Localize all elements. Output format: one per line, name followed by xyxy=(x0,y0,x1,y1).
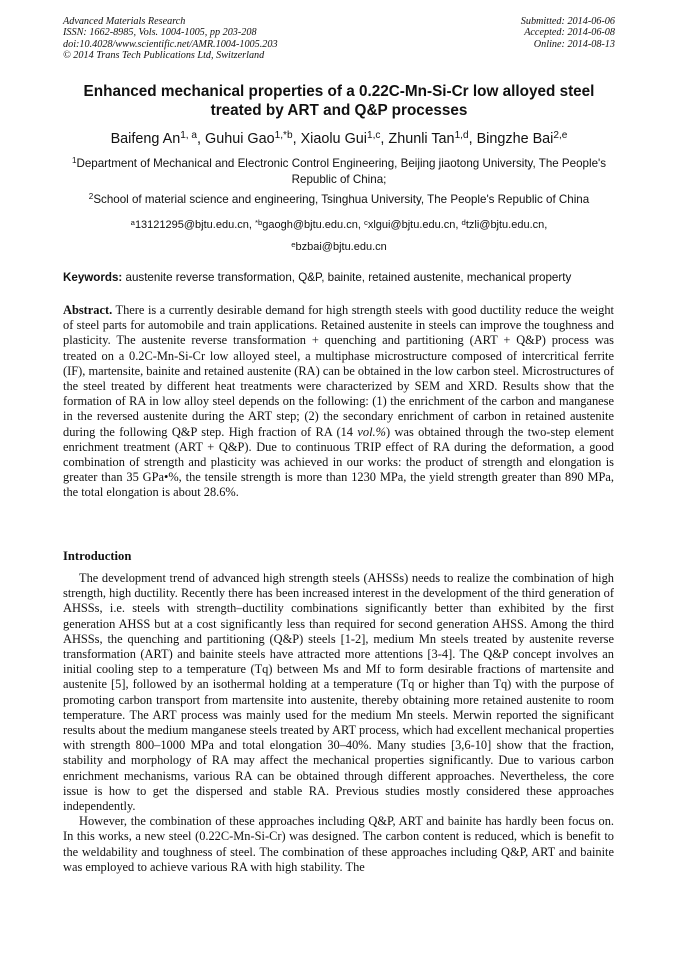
affiliation-2 xyxy=(40,192,638,208)
affiliation-1 xyxy=(52,156,626,187)
email-link[interactable]: 13121295@bjtu.edu.cn, xyxy=(134,219,252,231)
paper-title xyxy=(40,82,638,120)
header-right xyxy=(521,16,615,50)
abstract-text-part-1: There is a currently desirable demand for high strength steels with good ductility reduce the weight of steel parts for automobile and train applications. Retained austenite in steels can improve the toughness and plasticity. The austenite reverse transformation + quenching and partitioning (ART + Q&P) process was treated on a 0.2C-Mn-Si-Cr low alloyed steel, a multiphase microstructure composed of intercritical ferrite (IF), martensite, bainite and retained austenite (RA) can be obtained in the low carbon steel. Microstructures of the steel treated by different heat treatments were characterized by SEM and XRD. Results show that the formation of RA in low alloy steel depends on the following: (1) the enrichment of the carbon and manganese in the reversed austenite during the ART step; (2) the secondary enrichment of carbon in retained austenite during the following Q&P step. High fraction of RA (14 xyxy=(63,303,614,439)
keywords-label: Keywords: xyxy=(63,271,123,284)
email-mark: c xyxy=(363,217,368,227)
title-line-2: treated by ART and Q&P processes xyxy=(210,102,468,119)
affiliation-mark: 2 xyxy=(88,192,94,202)
author-emails xyxy=(40,214,638,258)
email-link[interactable]: xlgui@bjtu.edu.cn, xyxy=(367,219,459,231)
email-mark: d xyxy=(461,217,466,227)
email-link[interactable]: gaogh@bjtu.edu.cn, xyxy=(262,219,361,231)
author-list: Baifeng An$^{1, a}$, Guhui Gao$^{1,*b}$, Xiaolu Gui$^{1,c}$, Zhunli Tan$^{1,d}$, Bingzhe Bai$^{2,e}$ xyxy=(110,130,568,147)
email-line-2 xyxy=(40,236,638,258)
submitted-date: Submitted: 2014-06-06 xyxy=(520,16,615,27)
abstract-text-part-2: ) was obtained through the two-step element enrichment treatment (ART + Q&P). Due to continuous TRIP effect of RA during the deformation, a good combination of strength and plasticity was achieved in our works: the product of strength and elongation is greater than 35 GPa•%, the tensile strength is more than 1230 MPa, the yield strength greater than 890 MPa, the total elongation is about 28.6%. xyxy=(63,424,614,500)
abstract-label: Abstract. xyxy=(63,303,113,317)
author-name: Xiaolu Gui xyxy=(300,131,367,147)
affiliation-text: School of material science and engineering, Tsinghua University, The People's Republic of China xyxy=(93,193,590,206)
copyright-line: © 2014 Trans Tech Publications Ltd, Switzerland xyxy=(63,50,265,62)
author-affiliation-mark: 1,*b xyxy=(274,130,293,142)
abstract xyxy=(63,303,614,501)
affiliation-mark: 1 xyxy=(71,156,77,166)
journal-name: Advanced Materials Research xyxy=(63,16,186,27)
email-mark: e xyxy=(291,239,296,249)
email-link[interactable]: tzli@bjtu.edu.cn, xyxy=(465,219,548,231)
author-affiliation-mark: 1, a xyxy=(180,130,198,142)
affiliation-text: Department of Mechanical and Electronic Control Engineering, Beijing jiaotong University, The People's Republic of China; xyxy=(76,157,607,186)
accepted-date: Accepted: 2014-06-08 xyxy=(524,27,615,39)
online-date: Online: 2014-08-13 xyxy=(533,38,615,50)
author-name: Zhunli Tan xyxy=(388,131,455,147)
author-affiliation-mark: 1,d xyxy=(454,130,469,142)
author-name: Bingzhe Bai xyxy=(476,131,554,147)
email-mark: a xyxy=(130,217,135,227)
email-mark: *b xyxy=(254,217,263,227)
author-name: Guhui Gao xyxy=(205,131,275,147)
title-line-1: Enhanced mechanical properties of a 0.22C-Mn-Si-Cr low alloyed steel xyxy=(83,83,595,100)
email-link[interactable]: bzbai@bjtu.edu.cn xyxy=(295,241,387,253)
author-affiliation-mark: 1,c xyxy=(366,130,381,142)
email-line-1 xyxy=(40,214,638,236)
header-left xyxy=(63,16,278,62)
keywords xyxy=(63,270,615,285)
doi-line[interactable]: doi:10.4028/www.scientific.net/AMR.1004-1005.203 xyxy=(63,38,278,50)
author-name: Baifeng An xyxy=(110,131,181,147)
intro-paragraph-1: The development trend of advanced high strength steels (AHSSs) needs to realize the combination of high strength, high ductility. Recently there has been increased interest in the development of the third generation of AHSSs, i.e. steels with strength–ductility combinations significantly better than exhibited by the first generation AHSS but at a cost significantly less than required for second generation AHSS. Among the third AHSSs, the quenching and partitioning (Q&P) steels [1-2], medium Mn steels treated by austenite reverse transformation (ART) and bainite steels have attracted more attentions [3-4]. The Q&P concept involves an initial cooling step to a temperature (Tq) between Ms and Mf to form desirable fractions of martensite and austenite [5], followed by an isothermal holding at a temperature (Tq or higher than Tq) with the purpose of promoting carbon transport from martensite into austenite, thereby obtaining more retained austenite to room temperature. The ART process was mainly used for the medium Mn steels. Merwin reported the significant results about the medium manganese steels treated by ART process, which had excellent mechanical properties with strength 800–1000 MPa and total elongation 30–40%. Many studies [3,6-10] show that the fraction, stability and morphology of RA may affect the mechanical properties significantly. Due to various carbon enrichment mechanisms, various RA can be obtained through different approaches. Nevertheless, the core issue is how to get the dispersed and stable RA. Previous studies mostly considered these approaches independently. xyxy=(63,571,614,814)
introduction-body xyxy=(63,571,614,875)
introduction-heading: Introduction xyxy=(63,549,132,563)
issn-line: ISSN: 1662-8985, Vols. 1004-1005, pp 203-208 xyxy=(63,27,257,39)
intro-paragraph-2: However, the combination of these approaches including Q&P, ART and bainite has hardly been focus on. In this works, a new steel (0.22C-Mn-Si-Cr) was designed. The carbon content is reduced, which is benefit to the weldability and toughness of steel. The combination of these approaches including Q&P, ART and bainite was employed to achieve various RA with high stability. The xyxy=(63,814,614,874)
abstract-italic-unit: vol.% xyxy=(357,424,386,439)
keywords-text: austenite reverse transformation, Q&P, bainite, retained austenite, mechanical property xyxy=(125,271,572,284)
author-affiliation-mark: 2,e xyxy=(553,130,568,142)
